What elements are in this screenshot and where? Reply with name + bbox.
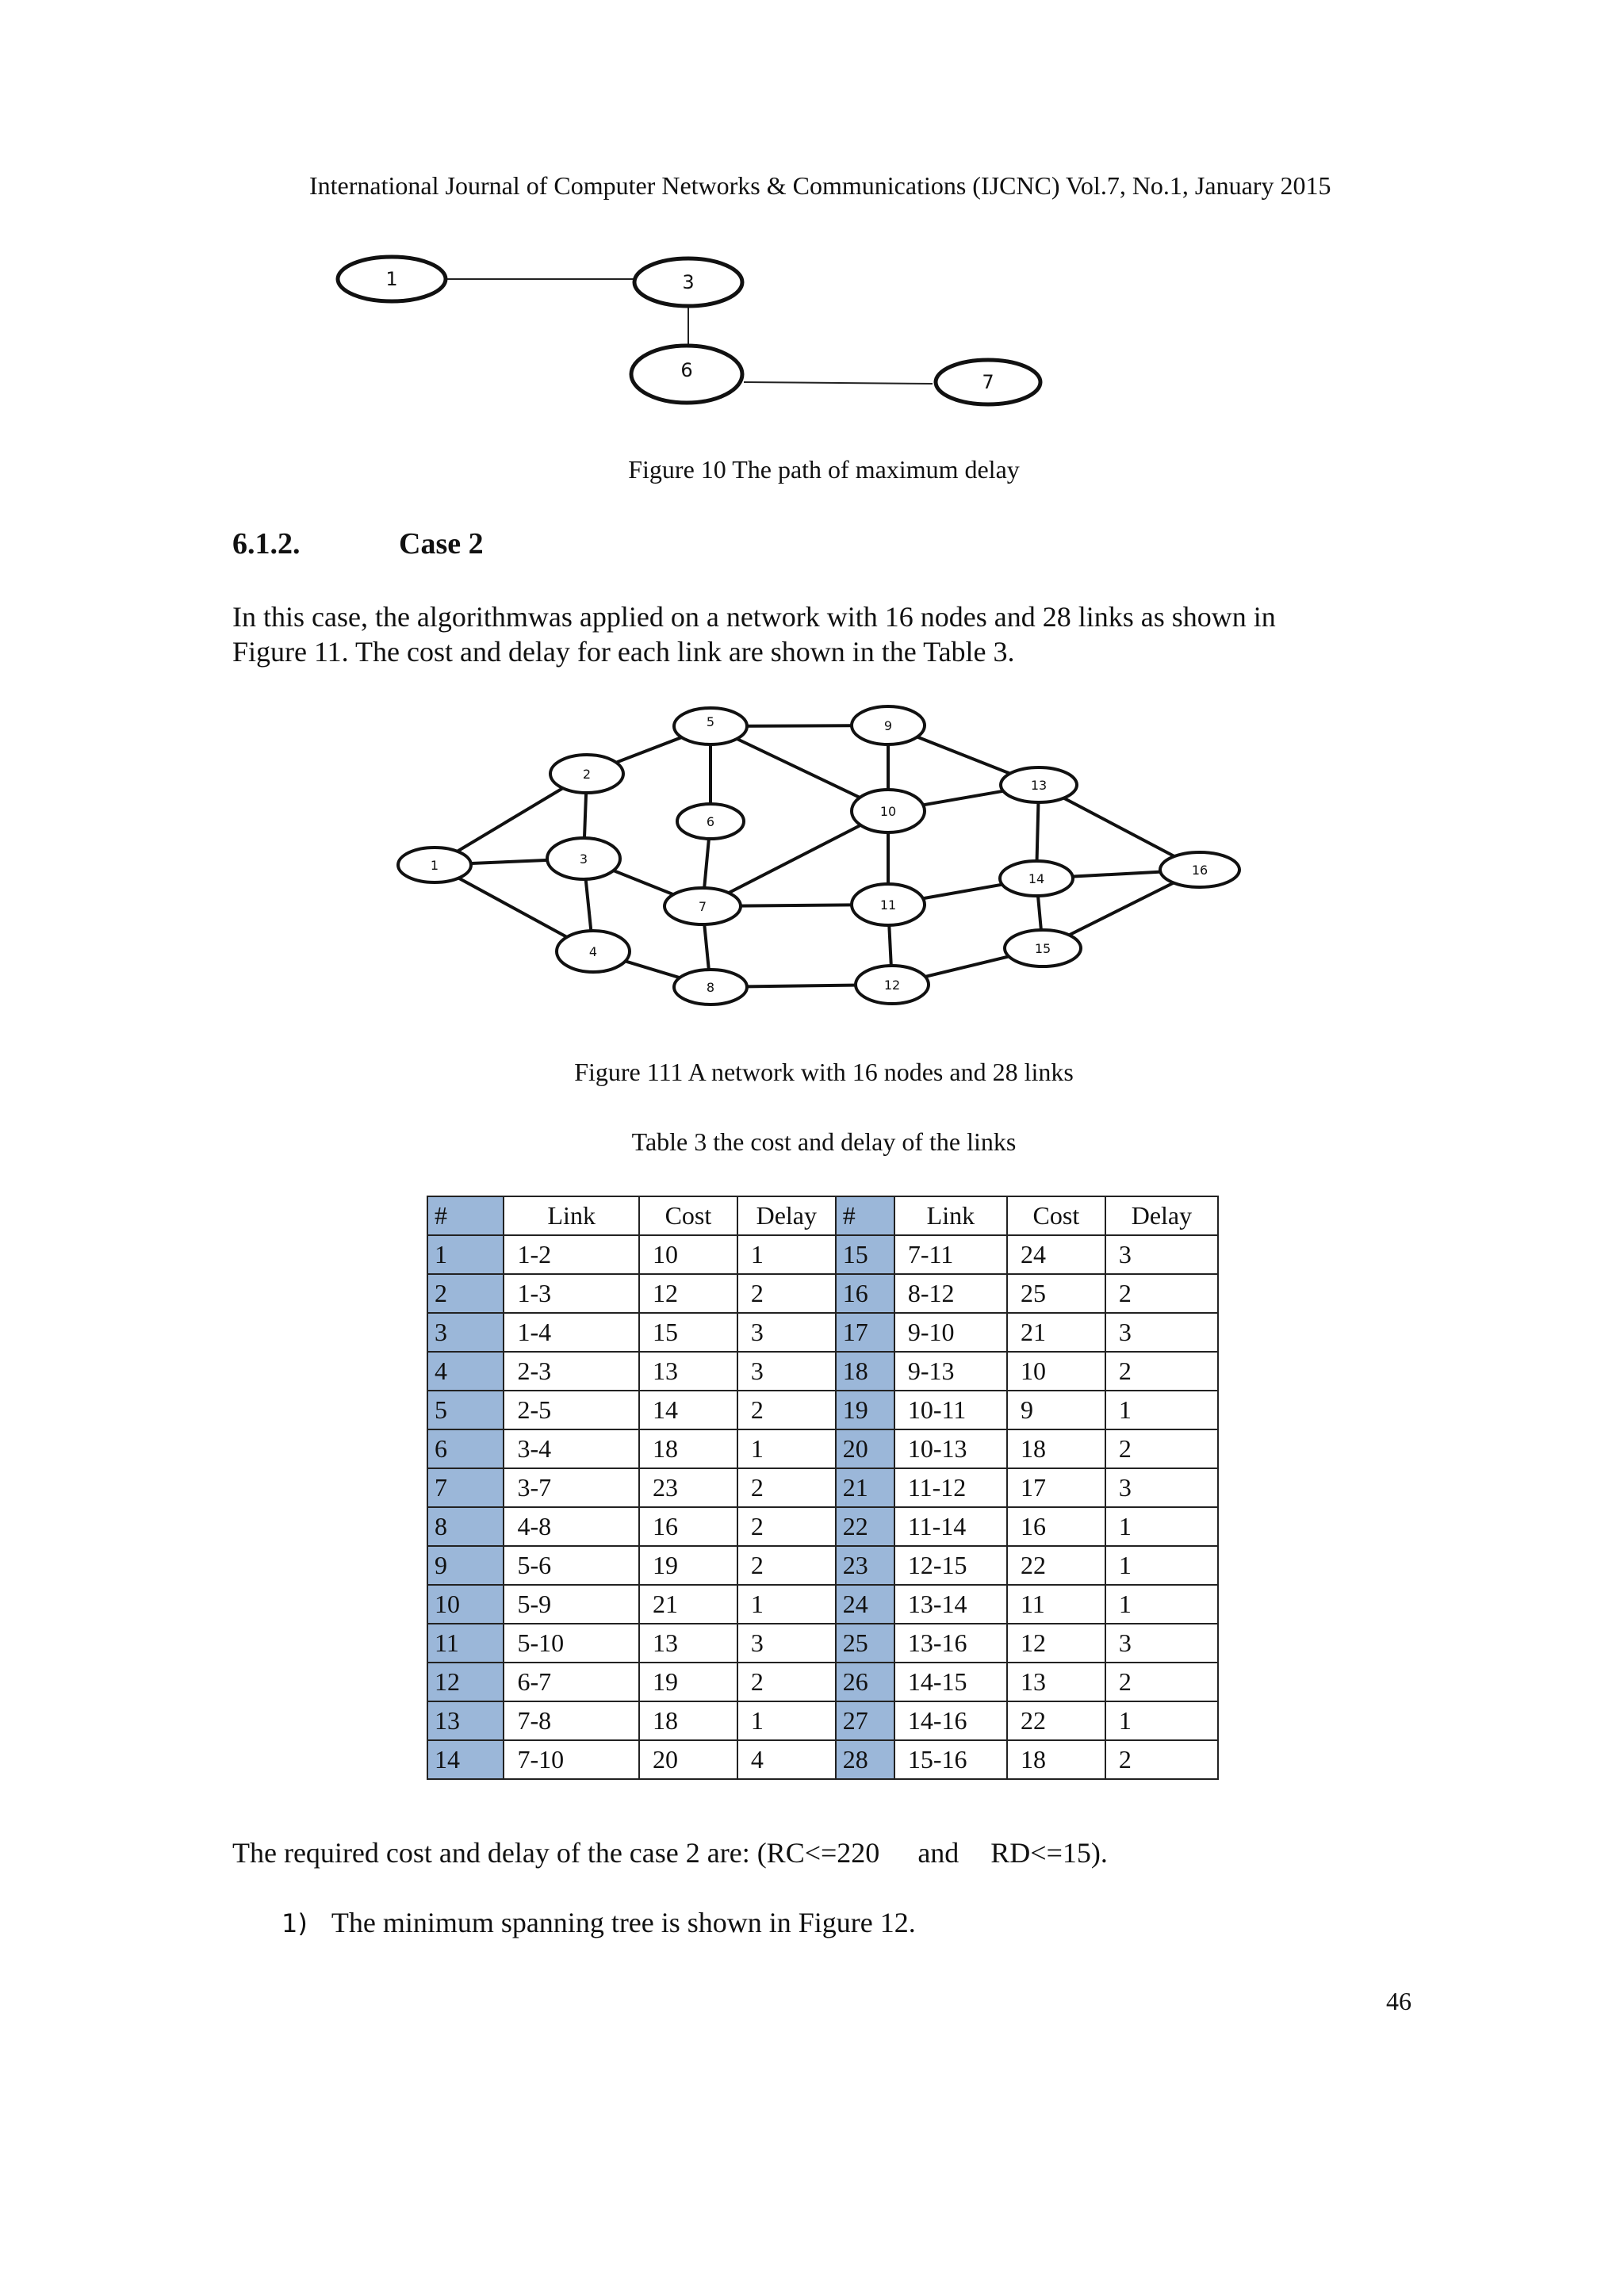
table-cell: 16 [1007, 1507, 1105, 1546]
node-label: 13 [1030, 778, 1048, 793]
table-row [427, 1235, 1218, 1274]
column-header: # [427, 1196, 504, 1235]
table-cell: 5-6 [504, 1546, 639, 1585]
table-cell: 15 [836, 1235, 894, 1274]
node-label: 1 [430, 858, 439, 873]
table-cell: 1 [1105, 1585, 1218, 1624]
table-cell: 1-4 [504, 1313, 639, 1352]
table-row [427, 1352, 1218, 1391]
table-cell: 2 [737, 1274, 836, 1313]
table-cell: 3 [737, 1352, 836, 1391]
table-cell: 6-7 [504, 1663, 639, 1701]
table-cell: 21 [1007, 1313, 1105, 1352]
node-label: 4 [588, 944, 598, 959]
node-label: 16 [1191, 863, 1208, 878]
table-row [427, 1468, 1218, 1507]
node-label: 7 [698, 899, 707, 914]
table-cell: 20 [639, 1740, 737, 1779]
table-cell: 1 [427, 1235, 504, 1274]
table-row [427, 1740, 1218, 1779]
links-table [427, 1196, 1219, 1780]
table-row [427, 1429, 1218, 1468]
table-cell: 12 [1007, 1624, 1105, 1663]
table-cell: 22 [1007, 1701, 1105, 1740]
table-cell: 3 [1105, 1235, 1218, 1274]
list-marker: 1) [282, 1908, 308, 1938]
table-cell: 19 [639, 1663, 737, 1701]
table-row [427, 1274, 1218, 1313]
column-header: Delay [1105, 1196, 1218, 1235]
table-cell: 2-5 [504, 1391, 639, 1429]
table-cell: 22 [836, 1507, 894, 1546]
table-cell: 1 [737, 1429, 836, 1468]
table-cell: 15-16 [894, 1740, 1007, 1779]
table-cell: 18 [1007, 1429, 1105, 1468]
table-cell: 23 [639, 1468, 737, 1507]
table-cell: 3 [427, 1313, 504, 1352]
table-cell: 26 [836, 1663, 894, 1701]
table-cell: 2 [1105, 1274, 1218, 1313]
fig10-node-label: 1 [385, 268, 398, 290]
table-cell: 25 [836, 1624, 894, 1663]
intro-paragraph [232, 599, 1438, 669]
table-cell: 8 [427, 1507, 504, 1546]
column-header: # [836, 1196, 894, 1235]
list-item [282, 1906, 916, 1939]
table-cell: 16 [639, 1507, 737, 1546]
table-cell: 24 [836, 1585, 894, 1624]
table-row [427, 1546, 1218, 1585]
table-cell: 1 [737, 1235, 836, 1274]
table-cell: 4 [737, 1740, 836, 1779]
table-cell: 5-9 [504, 1585, 639, 1624]
table-row [427, 1624, 1218, 1663]
table-header-row [427, 1196, 1218, 1235]
table-cell: 15 [639, 1313, 737, 1352]
table-cell: 13-14 [894, 1585, 1007, 1624]
node-label: 11 [879, 897, 897, 913]
node-label: 14 [1028, 871, 1045, 886]
table-cell: 2 [737, 1507, 836, 1546]
table-cell: 13 [639, 1624, 737, 1663]
figure-10-path-diagram [317, 246, 1063, 420]
node-label: 10 [879, 804, 897, 819]
table-cell: 3 [1105, 1624, 1218, 1663]
table-cell: 1 [1105, 1391, 1218, 1429]
table-row [427, 1507, 1218, 1546]
table-row [427, 1663, 1218, 1701]
table-cell: 11-12 [894, 1468, 1007, 1507]
column-header: Cost [639, 1196, 737, 1235]
table-cell: 3 [737, 1313, 836, 1352]
requirement-tail: RD<=15). [990, 1837, 1108, 1869]
table-cell: 14 [639, 1391, 737, 1429]
table-cell: 25 [1007, 1274, 1105, 1313]
table-cell: 24 [1007, 1235, 1105, 1274]
intro-line: Figure 11. The cost and delay for each link are shown in the Table 3. [232, 636, 1015, 668]
table-cell: 1-2 [504, 1235, 639, 1274]
table-cell: 22 [1007, 1546, 1105, 1585]
table-cell: 9-10 [894, 1313, 1007, 1352]
table-cell: 12 [639, 1274, 737, 1313]
table-cell: 19 [639, 1546, 737, 1585]
table-cell: 16 [836, 1274, 894, 1313]
node-label: 5 [706, 714, 715, 729]
fig10-edge-6-7 [744, 382, 933, 384]
figure-11-caption: Figure 111 A network with 16 nodes and 28 links [574, 1058, 1074, 1086]
table-cell: 20 [836, 1429, 894, 1468]
page-number: 46 [1386, 1987, 1411, 2015]
column-header: Link [504, 1196, 639, 1235]
column-header: Delay [737, 1196, 836, 1235]
table-row [427, 1585, 1218, 1624]
requirement-lead: The required cost and delay of the case 2 are: (RC<=220 [232, 1837, 880, 1869]
table-cell: 13 [639, 1352, 737, 1391]
table-cell: 28 [836, 1740, 894, 1779]
node-label: 6 [706, 814, 715, 829]
table-cell: 18 [639, 1429, 737, 1468]
table-cell: 3 [1105, 1313, 1218, 1352]
table-cell: 5-10 [504, 1624, 639, 1663]
fig10-node-label: 3 [682, 271, 695, 293]
table-row [427, 1701, 1218, 1740]
table-cell: 2 [1105, 1352, 1218, 1391]
table-cell: 4-8 [504, 1507, 639, 1546]
figure-11-network-diagram [389, 698, 1261, 1015]
table-cell: 1 [1105, 1701, 1218, 1740]
table-cell: 9 [1007, 1391, 1105, 1429]
table-cell: 13 [1007, 1663, 1105, 1701]
table-cell: 18 [1007, 1740, 1105, 1779]
table-cell: 9-13 [894, 1352, 1007, 1391]
table-cell: 7-8 [504, 1701, 639, 1740]
running-header: International Journal of Computer Networks & Communications (IJCNC) Vol.7, No.1, January 2015 [309, 171, 1331, 200]
table-cell: 11 [427, 1624, 504, 1663]
table-cell: 23 [836, 1546, 894, 1585]
table-cell: 2 [427, 1274, 504, 1313]
table-cell: 11-14 [894, 1507, 1007, 1546]
table-cell: 18 [639, 1701, 737, 1740]
table-cell: 2 [1105, 1663, 1218, 1701]
table-cell: 7 [427, 1468, 504, 1507]
table-3-caption: Table 3 the cost and delay of the links [631, 1127, 1017, 1156]
table-cell: 3-7 [504, 1468, 639, 1507]
node-label: 9 [883, 718, 893, 733]
table-body [427, 1235, 1218, 1779]
table-cell: 21 [639, 1585, 737, 1624]
requirement-conj: and [917, 1837, 959, 1869]
table-cell: 10-13 [894, 1429, 1007, 1468]
table-cell: 2-3 [504, 1352, 639, 1391]
table-row [427, 1313, 1218, 1352]
table-row [427, 1391, 1218, 1429]
table-cell: 1 [1105, 1546, 1218, 1585]
table-cell: 21 [836, 1468, 894, 1507]
table-cell: 1 [737, 1701, 836, 1740]
table-cell: 17 [836, 1313, 894, 1352]
table-cell: 17 [1007, 1468, 1105, 1507]
table-cell: 2 [737, 1468, 836, 1507]
table-cell: 3 [737, 1624, 836, 1663]
node-label: 3 [579, 851, 588, 867]
table-cell: 4 [427, 1352, 504, 1391]
table-cell: 7-10 [504, 1740, 639, 1779]
table-cell: 14-16 [894, 1701, 1007, 1740]
table-cell: 3 [1105, 1468, 1218, 1507]
list-text: The minimum spanning tree is shown in Figure 12. [331, 1907, 916, 1938]
fig10-node-label: 7 [982, 371, 994, 393]
table-cell: 2 [1105, 1429, 1218, 1468]
intro-line: In this case, the algorithmwas applied on a network with 16 nodes and 28 links as shown in [232, 601, 1276, 633]
table-cell: 12 [427, 1663, 504, 1701]
table-cell: 19 [836, 1391, 894, 1429]
column-header: Cost [1007, 1196, 1105, 1235]
table-cell: 10 [427, 1585, 504, 1624]
table-cell: 3-4 [504, 1429, 639, 1468]
table-cell: 1 [737, 1585, 836, 1624]
node-label: 2 [582, 767, 592, 782]
table-cell: 14 [427, 1740, 504, 1779]
table-cell: 8-12 [894, 1274, 1007, 1313]
table-cell: 13 [427, 1701, 504, 1740]
figure-10-caption: Figure 10 The path of maximum delay [628, 455, 1020, 484]
node-label: 15 [1034, 941, 1051, 956]
table-cell: 5 [427, 1391, 504, 1429]
table-cell: 1-3 [504, 1274, 639, 1313]
requirement-line [232, 1836, 1108, 1869]
table-cell: 11 [1007, 1585, 1105, 1624]
table-cell: 14-15 [894, 1663, 1007, 1701]
table-cell: 10 [1007, 1352, 1105, 1391]
section-title: Case 2 [399, 527, 484, 561]
table-cell: 2 [737, 1391, 836, 1429]
table-cell: 6 [427, 1429, 504, 1468]
table-cell: 27 [836, 1701, 894, 1740]
table-cell: 18 [836, 1352, 894, 1391]
column-header: Link [894, 1196, 1007, 1235]
table-cell: 9 [427, 1546, 504, 1585]
table-cell: 10 [639, 1235, 737, 1274]
table-cell: 13-16 [894, 1624, 1007, 1663]
section-number: 6.1.2. [232, 527, 301, 561]
node-label: 12 [883, 978, 901, 993]
table-cell: 12-15 [894, 1546, 1007, 1585]
table-cell: 1 [1105, 1507, 1218, 1546]
table-cell: 2 [737, 1546, 836, 1585]
table-cell: 2 [737, 1663, 836, 1701]
fig10-node-label: 6 [680, 359, 693, 381]
table-cell: 10-11 [894, 1391, 1007, 1429]
table-cell: 2 [1105, 1740, 1218, 1779]
node-label: 8 [706, 980, 715, 995]
table-cell: 7-11 [894, 1235, 1007, 1274]
